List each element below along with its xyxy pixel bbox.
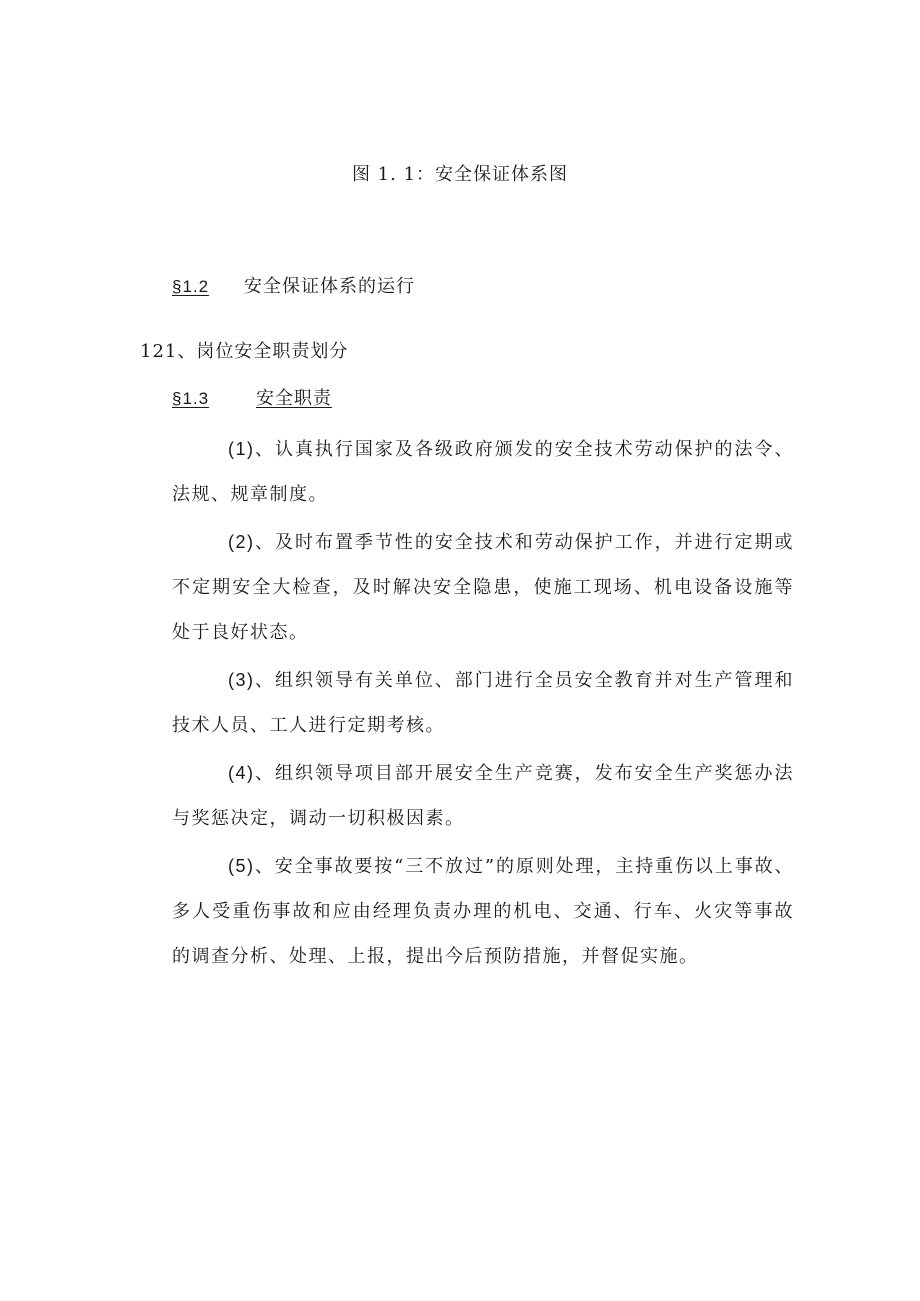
duty-marker: (2) [228,532,255,552]
duty-item [172,427,794,517]
duty-text: 、组织领导有关单位、部门进行全员安全教育并对生产管理和技术人员、工人进行定期考核。 [172,670,794,736]
duty-item [172,658,794,748]
duty-text: 、组织领导项目部开展安全生产竞赛，发布安全生产奖惩办法与奖惩决定，调动一切积极因素。 [172,763,794,829]
section-number: §1.2 [172,277,210,296]
subsection-heading: 121、岗位安全职责划分 [140,341,349,362]
figure-caption: 图 1. 1：安全保证体系图 [351,164,569,185]
duty-item [172,520,794,655]
section-number: §1.3 [172,389,210,408]
duty-text: 、安全事故要按“三不放过”的原则处理，主持重伤以上事故、多人受重伤事故和应由经理负责办理的机电、交通、行车、火灾等事故的调查分析、处理、上报，提出今后预防措施，并督促实施。 [172,856,794,967]
section-title: 安全职责 [256,388,332,409]
duty-marker: (1) [228,439,255,459]
duty-marker: (4) [228,763,255,783]
duty-text: 、及时布置季节性的安全技术和劳动保护工作，并进行定期或不定期安全大检查，及时解决安全隐患，使施工现场、机电设备设施等处于良好状态。 [172,532,794,643]
duty-marker: (5) [228,856,255,876]
duty-item [172,844,794,979]
duties-list [172,427,794,982]
section-heading-1-2 [172,272,415,298]
duty-item [172,751,794,841]
section-heading-1-3 [172,384,332,410]
duty-text: 、认真执行国家及各级政府颁发的安全技术劳动保护的法令、法规、规章制度。 [172,439,794,505]
section-title: 安全保证体系的运行 [244,276,415,297]
duty-marker: (3) [228,670,255,690]
